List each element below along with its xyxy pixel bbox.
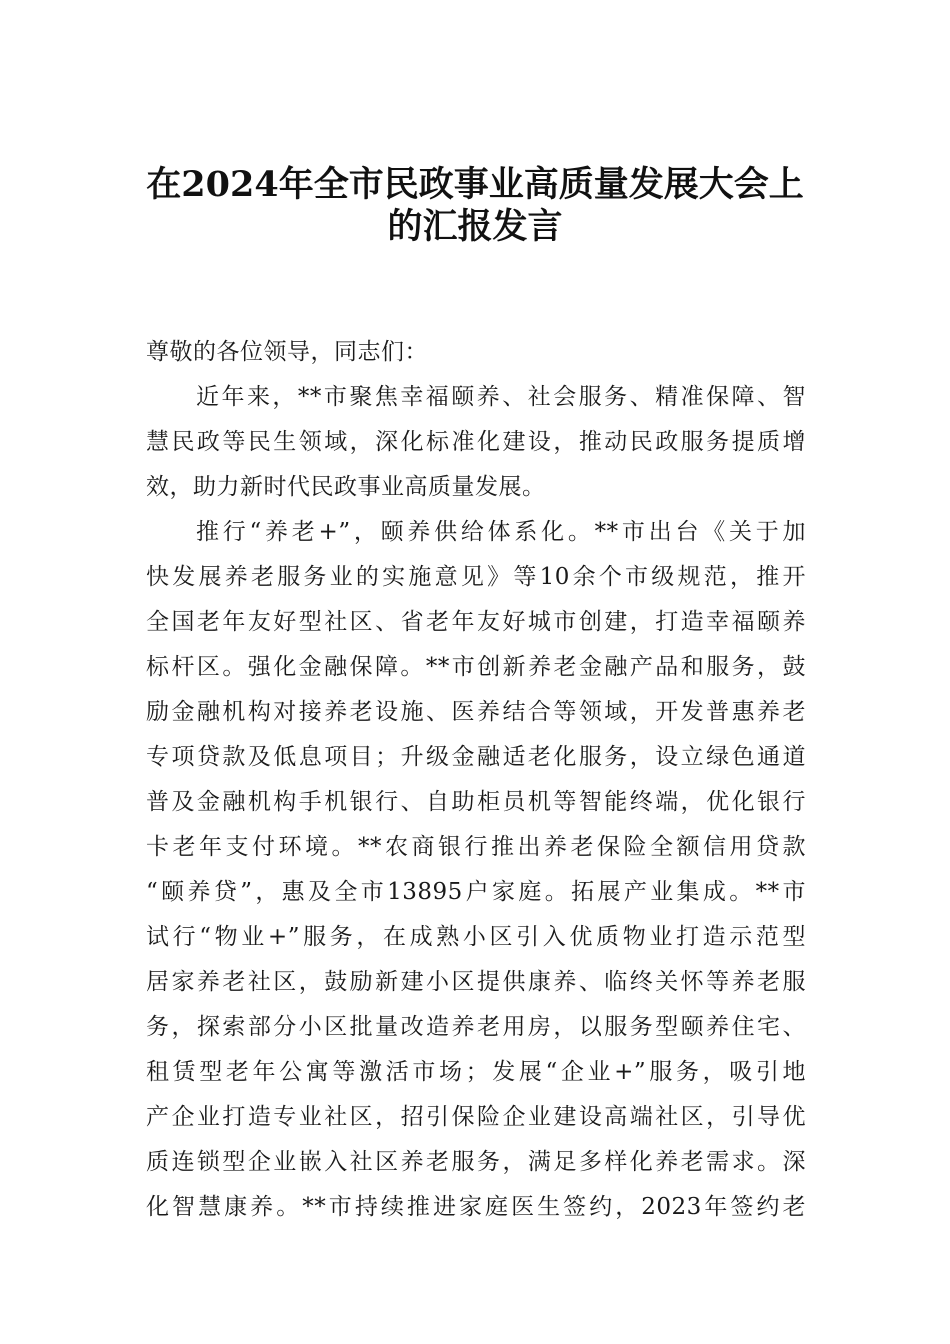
paragraph-2-line: 试行“物业+”服务，在成熟小区引入优质物业打造示范型 <box>146 924 806 950</box>
salutation: 尊敬的各位领导，同志们： <box>146 339 428 365</box>
paragraph-2-line: 全国老年友好型社区、省老年友好城市创建，打造幸福颐养 <box>146 609 806 635</box>
paragraph-2-line: 化智慧康养。**市持续推进家庭医生签约，2023年签约老 <box>146 1194 806 1220</box>
paragraph-2-line: 快发展养老服务业的实施意见》等10余个市级规范，推开 <box>146 564 806 590</box>
paragraph-1-line: 效，助力新时代民政事业高质量发展。 <box>146 474 546 500</box>
paragraph-2-line: 普及金融机构手机银行、自助柜员机等智能终端，优化银行 <box>146 789 806 815</box>
paragraph-1-line: 慧民政等民生领域，深化标准化建设，推动民政服务提质增 <box>146 429 806 455</box>
paragraph-2-line: 产企业打造专业社区，招引保险企业建设高端社区，引导优 <box>146 1104 806 1130</box>
paragraph-1-line: 近年来，**市聚焦幸福颐养、社会服务、精准保障、智 <box>196 384 806 410</box>
paragraph-2-line: 推行“养老+”，颐养供给体系化。**市出台《关于加 <box>196 519 806 545</box>
paragraph-2-line: 专项贷款及低息项目；升级金融适老化服务，设立绿色通道 <box>146 744 806 770</box>
paragraph-2-line: 务，探索部分小区批量改造养老用房，以服务型颐养住宅、 <box>146 1014 806 1040</box>
paragraph-2-line: 居家养老社区，鼓励新建小区提供康养、临终关怀等养老服 <box>146 969 806 995</box>
paragraph-2-line: 租赁型老年公寓等激活市场；发展“企业+”服务，吸引地 <box>146 1059 806 1085</box>
paragraph-2-line: 卡老年支付环境。**农商银行推出养老保险全额信用贷款 <box>146 834 806 860</box>
paragraph-2-line: 标杆区。强化金融保障。**市创新养老金融产品和服务，鼓 <box>146 654 806 680</box>
paragraph-2-line: 励金融机构对接养老设施、医养结合等领域，开发普惠养老 <box>146 699 806 725</box>
paragraph-2-line: 质连锁型企业嵌入社区养老服务，满足多样化养老需求。深 <box>146 1149 806 1175</box>
document-title-line-1: 在2024年全市民政事业高质量发展大会上 <box>146 164 804 205</box>
document-title-line-2: 的汇报发言 <box>387 206 563 247</box>
paragraph-2-line: “颐养贷”，惠及全市13895户家庭。拓展产业集成。**市 <box>146 879 806 905</box>
